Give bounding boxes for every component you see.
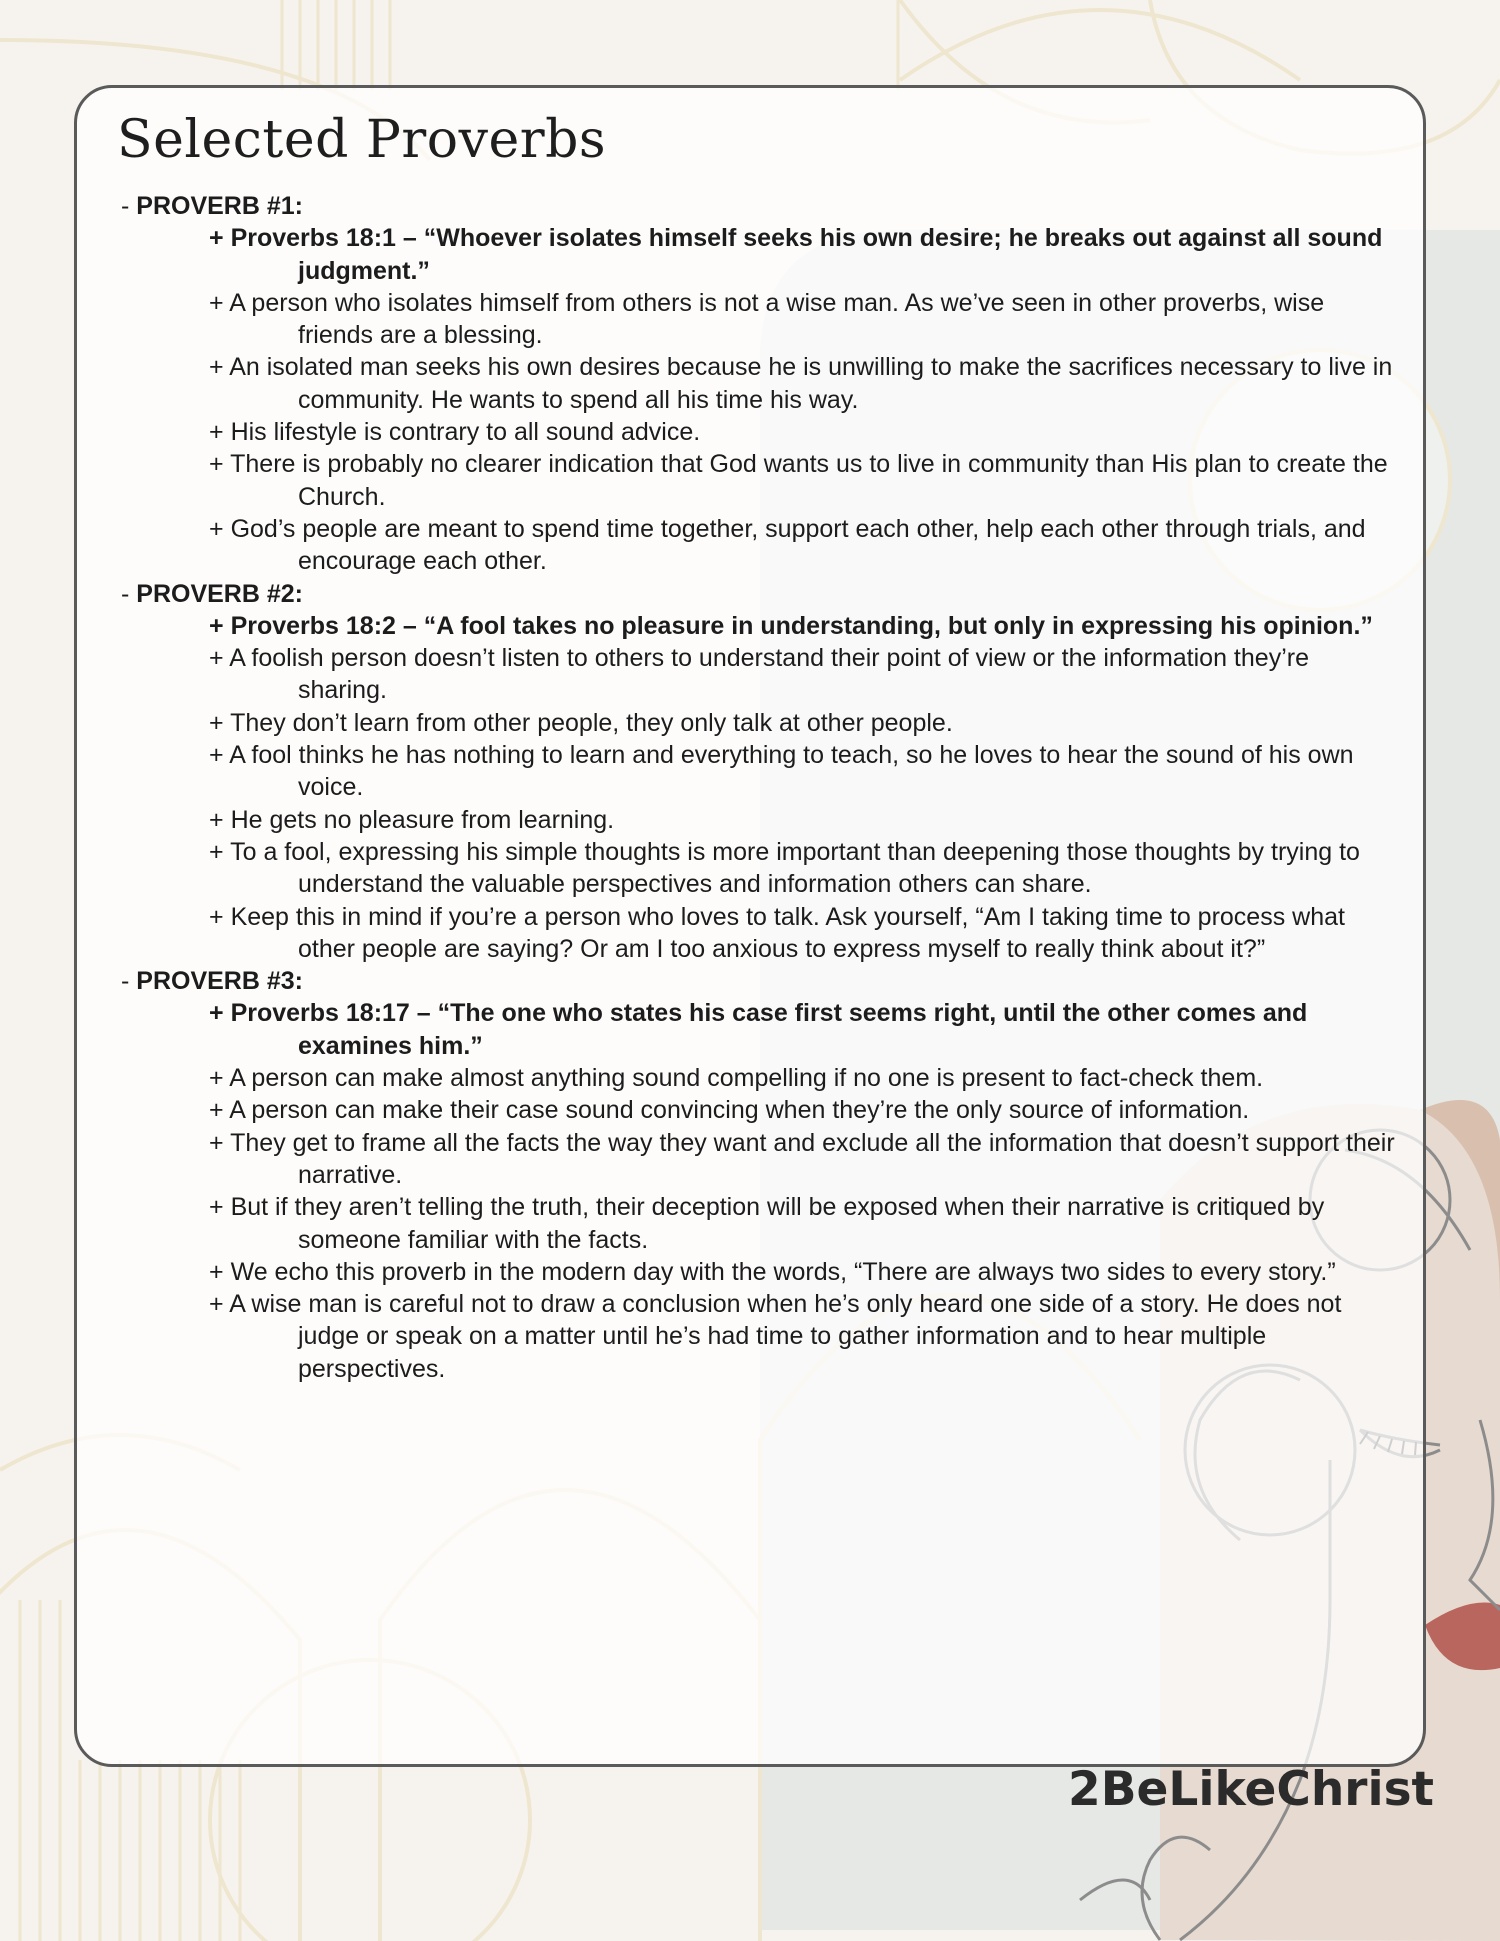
list-item [209,351,1396,416]
item-text: God’s people are meant to spend time together, support each other, help each other through trials, and encourage each other. [230,514,1366,576]
bullet-plus: + [209,450,224,479]
list-item [209,1191,1396,1256]
bullet-plus: + [209,805,224,834]
proverb-points-list [121,222,1396,577]
heading-label: PROVERB #3: [136,967,303,996]
proverb-points-list [121,610,1396,965]
list-item [209,836,1396,901]
bullet-plus: + [209,837,224,866]
bullet-plus: + [209,514,224,543]
bullet-plus: + [209,708,224,737]
list-item [209,513,1396,578]
list-item [209,804,1396,836]
scripture-verse [209,222,1396,287]
list-item [209,901,1396,966]
item-text: A fool thinks he has nothing to learn and everything to teach, so he loves to hear the sound of his own voice. [229,741,1354,802]
brand-logo-text: 2BeLikeChrist [1068,1762,1435,1817]
bullet-plus: + [209,1064,224,1093]
item-text: Proverbs 18:17 – “The one who states his case first seems right, until the other comes and examines him.” [230,999,1308,1060]
heading-label: PROVERB #1: [136,192,303,220]
item-text: To a fool, expressing his simple thoughts is more important than deepening those thoughts by trying to understand the valuable perspectives and information others can share. [230,837,1360,899]
heading-dash: - [121,579,130,608]
proverbs-outline [121,190,1396,1385]
item-text: There is probably no clearer indication that God wants us to live in community than His plan to create the Church. [230,450,1388,511]
heading-dash: - [121,192,130,220]
item-text: We echo this proverb in the modern day with the words, “There are always two sides to every story.” [230,1257,1336,1286]
item-text: A person who isolates himself from others is not a wise man. As we’ve seen in other proverbs, wise friends are a blessing. [229,288,1325,350]
item-text: A wise man is careful not to draw a conclusion when he’s only heard one side of a story. He does not judge or speak on a matter until he’s had time to gather information and to hear multiple perspectives. [229,1290,1342,1383]
bullet-plus: + [209,1193,224,1222]
list-item [209,1288,1396,1385]
list-item [209,707,1396,739]
item-text: A person can make their case sound convincing when they’re the only source of information. [229,1096,1250,1125]
proverb-heading-1 [121,190,1396,222]
list-item [209,416,1396,448]
list-item [209,1127,1396,1192]
bullet-plus: + [209,1128,224,1157]
bullet-plus: + [209,353,224,382]
item-text: An isolated man seeks his own desires because he is unwilling to make the sacrifices necessary to live in community. He wants to spend all his time his way. [229,353,1393,414]
item-text: They get to frame all the facts the way they want and exclude all the information that doesn’t support their narrative. [230,1128,1395,1189]
item-text: They don’t learn from other people, they only talk at other people. [230,708,953,737]
scripture-verse [209,997,1396,1062]
proverb-heading-3 [121,965,1396,997]
scripture-verse [209,610,1396,642]
bullet-plus: + [209,288,224,317]
item-text: Proverbs 18:2 – “A fool takes no pleasure in understanding, but only in expressing his opinion.” [230,611,1373,640]
bullet-plus: + [209,224,224,253]
item-text: He gets no pleasure from learning. [230,805,615,834]
bullet-plus: + [209,644,224,673]
list-item [209,1256,1396,1288]
bullet-plus: + [209,1096,224,1125]
bullet-plus: + [209,1290,224,1319]
proverb-heading-2 [121,578,1396,610]
list-item [209,1062,1396,1094]
list-item [209,287,1396,352]
item-text: Proverbs 18:1 – “Whoever isolates himself seeks his own desire; he breaks out against all sound judgment.” [230,224,1383,285]
item-text: His lifestyle is contrary to all sound advice. [230,418,701,447]
list-item [209,642,1396,707]
item-text: A foolish person doesn’t listen to others to understand their point of view or the information they’re sharing. [229,644,1309,705]
item-text: Keep this in mind if you’re a person who loves to talk. Ask yourself, “Am I taking time to process what other people are saying? Or am I too anxious to express myself to really think about it?” [230,902,1345,963]
proverb-points-list [121,997,1396,1385]
list-item [209,739,1396,804]
list-item [209,1094,1396,1126]
item-text: A person can make almost anything sound compelling if no one is present to fact-check them. [229,1064,1264,1093]
heading-dash: - [121,967,130,996]
list-item [209,448,1396,513]
bullet-plus: + [209,999,224,1028]
bullet-plus: + [209,741,224,770]
bullet-plus: + [209,418,224,447]
page-title: Selected Proverbs [117,110,607,170]
bullet-plus: + [209,611,224,640]
bullet-plus: + [209,902,224,931]
heading-label: PROVERB #2: [136,579,303,608]
item-text: But if they aren’t telling the truth, their deception will be exposed when their narrative is critiqued by someone familiar with the facts. [230,1193,1325,1254]
bullet-plus: + [209,1257,224,1286]
